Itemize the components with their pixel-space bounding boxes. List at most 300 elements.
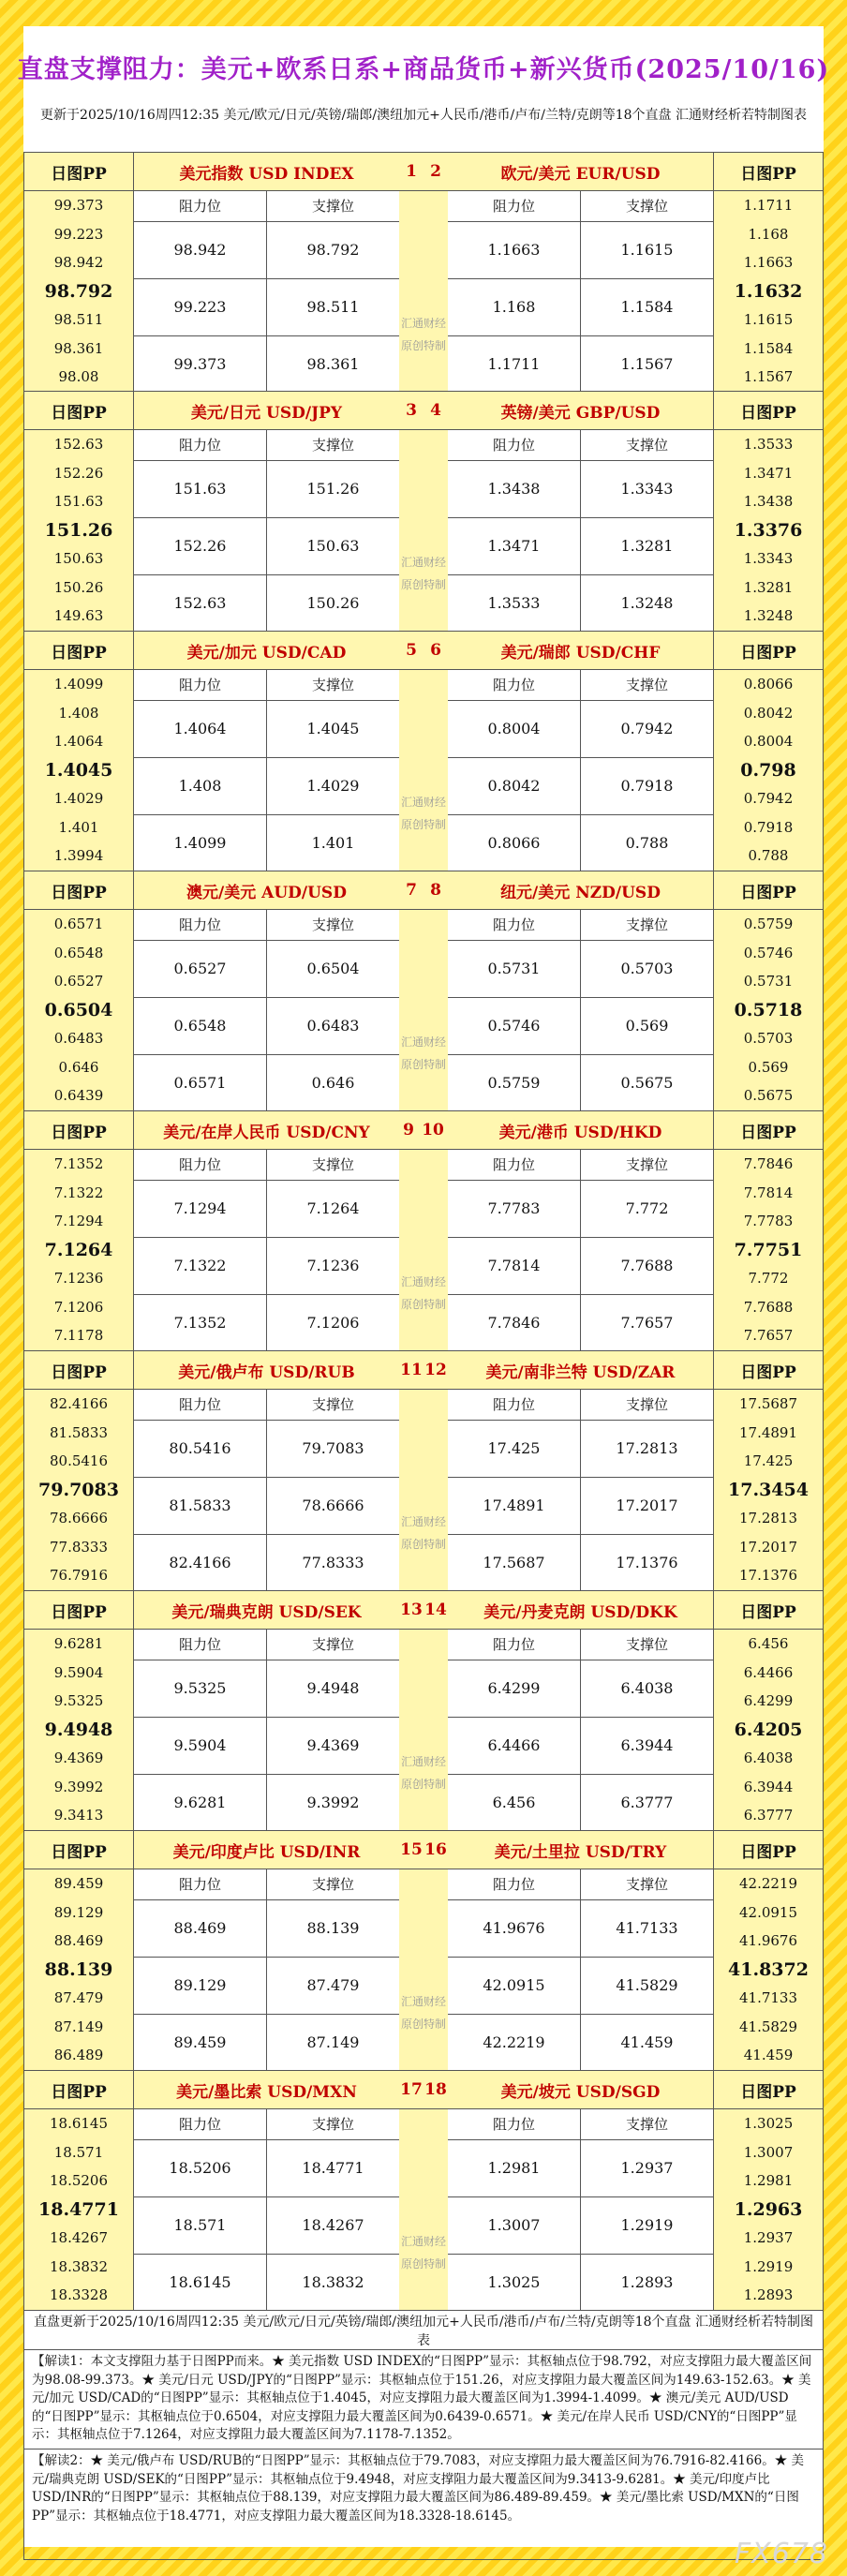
pp-level: 42.0915 [738,1903,798,1921]
pp-column-left [24,392,134,631]
pair-name: 美元/坡元 USD/SGD [448,2071,713,2109]
pp-column-header: 日图PP [714,632,823,670]
support-value: 1.1567 [620,355,674,373]
rs-row [134,1958,399,2015]
pp-level: 9.5904 [53,1663,104,1681]
pp-level: 9.3413 [53,1807,104,1824]
rs-header [134,191,399,222]
rs-header [448,430,713,461]
resistance-value: 81.5833 [134,1478,267,1534]
support-value: 0.6483 [306,1017,360,1035]
rs-header [134,910,399,941]
resistance-header: 阻力位 [448,1869,581,1899]
pair-name: 美元/瑞郎 USD/CHF [448,632,713,670]
support-value: 7.1264 [306,1199,360,1217]
resistance-value: 0.5731 [448,941,581,997]
left-index: 9 [403,1121,414,1139]
resistance-value: 82.4166 [134,1535,267,1591]
bottom-update-info: 直盘更新于2025/10/16周四12:35 美元/欧元/日元/英镑/瑞郎/澳纽加元+人民币/港币/卢布/兰特/克朗等18个直盘 汇通财经析若特制图表 [23,2311,824,2350]
rs-row [448,2140,713,2197]
pair-table-right [448,1591,713,1831]
pp-column-header: 日图PP [714,153,823,191]
pp-level: 1.3343 [743,550,794,567]
rs-header [448,910,713,941]
pivot-value: 6.4205 [734,1719,803,1740]
pp-level: 7.1236 [53,1270,104,1287]
resistance-header: 阻力位 [448,1390,581,1420]
rs-row [448,336,713,393]
rs-header [134,670,399,701]
resistance-value: 0.6527 [134,941,267,997]
rs-row [134,575,399,632]
section-numbers [399,153,448,391]
resistance-value: 1.168 [448,279,581,335]
pp-level: 41.5829 [738,2018,798,2035]
pair-table-right [448,1111,713,1351]
pair-section [23,1111,824,1351]
rs-row [134,222,399,279]
support-value: 1.1584 [620,298,674,316]
support-value: 17.1376 [616,1554,678,1571]
pp-level: 82.4166 [49,1395,109,1412]
support-value: 7.772 [625,1199,669,1217]
resistance-value: 0.5746 [448,998,581,1054]
watermark-text [399,1990,448,2035]
pp-level: 0.7942 [743,790,794,807]
pp-level: 1.1615 [743,311,794,328]
resistance-header: 阻力位 [134,670,267,700]
pivot-value: 1.4045 [44,759,113,781]
support-value: 1.4029 [306,777,360,795]
support-header: 支撑位 [311,198,354,215]
support-value: 7.1206 [306,1314,360,1332]
pp-column-left [24,1111,134,1350]
support-value: 1.401 [311,834,355,852]
rs-row [448,1295,713,1351]
resistance-header: 阻力位 [134,430,267,460]
left-index: 17 [400,2080,423,2099]
pp-level: 1.4029 [53,790,104,807]
pp-level: 1.3248 [743,607,794,624]
pp-level: 6.4038 [743,1750,794,1766]
support-header: 支撑位 [311,677,354,693]
rs-row [134,2255,399,2311]
support-value: 7.7657 [620,1314,674,1332]
pp-column-left [24,2071,134,2310]
resistance-value: 89.129 [134,1958,267,2014]
pp-level: 17.1376 [738,1567,798,1584]
resistance-header: 阻力位 [134,1869,267,1899]
pp-level: 6.3777 [743,1807,794,1824]
pair-name: 纽元/美元 NZD/USD [448,871,713,910]
pair-name: 英镑/美元 GBP/USD [448,392,713,430]
pair-name: 美元/墨比索 USD/MXN [134,2071,399,2109]
pair-index [399,2071,448,2109]
support-value: 18.4267 [302,2216,364,2234]
pivot-value: 7.7751 [734,1239,803,1260]
support-value: 1.2893 [620,2273,674,2291]
pp-level: 7.7657 [743,1327,794,1344]
resistance-value: 152.26 [134,518,267,574]
resistance-value: 6.4466 [448,1718,581,1774]
pp-level: 0.6548 [53,944,104,961]
watermark-line: 原创特制 [400,339,446,352]
pp-level: 1.4064 [53,733,104,750]
pp-level: 87.149 [53,2018,104,2035]
rs-row [448,815,713,871]
pp-column-left [24,871,134,1110]
pp-level: 80.5416 [49,1452,109,1469]
support-header: 支撑位 [311,1156,354,1173]
support-header: 支撑位 [625,1396,668,1413]
section-numbers [399,1831,448,2070]
rs-row [448,461,713,518]
rs-header [448,670,713,701]
pp-level: 9.6281 [53,1635,104,1652]
resistance-header: 阻力位 [448,1630,581,1660]
pp-level: 0.6439 [53,1087,104,1104]
rs-row [134,2197,399,2255]
rs-header [448,1150,713,1181]
pp-level: 0.7918 [743,818,794,836]
pp-column-header: 日图PP [24,1831,133,1869]
pp-level: 41.459 [743,2047,794,2063]
rs-row [134,336,399,393]
pair-name: 美元/俄卢布 USD/RUB [134,1351,399,1390]
left-index: 13 [400,1601,423,1619]
resistance-value: 1.1711 [448,336,581,393]
pp-level: 81.5833 [49,1423,109,1441]
support-value: 87.479 [306,1976,360,1994]
section-numbers [399,1591,448,1830]
resistance-header: 阻力位 [134,1150,267,1180]
rs-header [134,1150,399,1181]
section-numbers [399,2071,448,2310]
resistance-header: 阻力位 [134,1630,267,1660]
resistance-value: 6.456 [448,1775,581,1831]
pp-level: 1.1663 [743,254,794,271]
pair-name: 美元/南非兰特 USD/ZAR [448,1351,713,1390]
rs-header [448,1390,713,1421]
support-value: 41.459 [620,2033,674,2051]
pair-section [23,1831,824,2071]
rs-row [134,815,399,871]
pp-level: 1.4099 [53,676,104,692]
resistance-value: 1.2981 [448,2140,581,2196]
pp-level: 17.5687 [738,1395,798,1412]
support-value: 9.4948 [306,1679,360,1697]
pair-name: 美元/印度卢比 USD/INR [134,1831,399,1869]
rs-row [448,2015,713,2071]
rs-header [448,2109,713,2140]
watermark-line: 原创特制 [400,1298,446,1311]
support-header: 支撑位 [625,1156,668,1173]
resistance-value: 0.8004 [448,701,581,757]
resistance-value: 17.5687 [448,1535,581,1591]
pp-level: 1.2937 [743,2229,794,2246]
watermark-text [399,1511,448,1556]
rs-row [134,1478,399,1535]
pair-section [23,392,824,632]
watermark-text [399,1031,448,1076]
watermark-line: 汇通财经 [400,1035,446,1049]
pp-column-right [713,1831,823,2070]
pp-level: 0.5703 [743,1030,794,1047]
resistance-value: 17.425 [448,1421,581,1477]
section-numbers [399,392,448,631]
pair-name: 欧元/美元 EUR/USD [448,153,713,191]
support-value: 98.792 [306,241,360,259]
rs-row [134,1535,399,1591]
pp-level: 7.7688 [743,1298,794,1316]
resistance-value: 89.459 [134,2015,267,2071]
rs-header [448,1630,713,1660]
right-index: 8 [430,881,441,900]
watermark-line: 汇通财经 [400,796,446,809]
pivot-value: 9.4948 [44,1719,113,1740]
pp-level: 17.2017 [738,1538,798,1556]
pair-table-left [134,2071,399,2311]
right-index: 14 [424,1601,447,1619]
resistance-value: 1.1663 [448,222,581,278]
resistance-value: 88.469 [134,1900,267,1957]
resistance-value: 1.3533 [448,575,581,632]
rs-row [448,758,713,815]
pp-level: 7.772 [748,1270,789,1287]
pair-name: 美元指数 USD INDEX [134,153,399,191]
watermark-line: 原创特制 [400,1538,446,1551]
support-value: 0.5675 [620,1074,674,1092]
resistance-value: 18.6145 [134,2255,267,2311]
pp-column-left [24,153,134,391]
rs-row [448,1055,713,1111]
resistance-value: 1.408 [134,758,267,814]
rs-row [448,1775,713,1831]
pair-index [399,1831,448,1869]
resistance-value: 99.223 [134,279,267,335]
resistance-value: 99.373 [134,336,267,393]
support-value: 6.4038 [620,1679,674,1697]
resistance-value: 18.5206 [134,2140,267,2196]
pp-level: 18.5206 [49,2172,109,2189]
pp-column-left [24,632,134,871]
pair-index [399,1591,448,1630]
resistance-value: 0.8066 [448,815,581,871]
support-value: 88.139 [306,1919,360,1937]
pivot-value: 18.4771 [38,2198,119,2220]
pp-column-header: 日图PP [714,2071,823,2109]
pair-index [399,1111,448,1150]
pp-level: 152.63 [53,436,104,453]
pp-level: 1.2919 [743,2257,794,2275]
pivot-value: 1.2963 [734,2198,803,2220]
watermark-line: 原创特制 [400,818,446,831]
pp-level: 9.5325 [53,1692,104,1709]
pp-level: 78.6666 [49,1510,109,1526]
resistance-value: 7.1294 [134,1181,267,1237]
resistance-value: 7.1352 [134,1295,267,1351]
support-header: 支撑位 [625,916,668,933]
rs-row [134,1181,399,1238]
right-index: 10 [422,1121,444,1139]
pivot-value: 0.6504 [44,999,113,1020]
support-value: 87.149 [306,2033,360,2051]
support-header: 支撑位 [311,437,354,454]
pp-column-header: 日图PP [714,1111,823,1150]
resistance-value: 0.6571 [134,1055,267,1111]
watermark-line: 原创特制 [400,578,446,591]
support-value: 0.7918 [620,777,674,795]
support-value: 18.4771 [302,2159,364,2177]
support-value: 0.5703 [620,960,674,977]
rs-row [134,461,399,518]
resistance-header: 阻力位 [448,2109,581,2139]
pp-level: 98.511 [53,311,104,328]
resistance-value: 0.8042 [448,758,581,814]
pp-level: 9.3992 [53,1778,104,1795]
rs-row [448,1718,713,1775]
rs-row [448,279,713,336]
rs-row [134,518,399,575]
support-value: 1.2919 [620,2216,674,2234]
pair-index [399,153,448,191]
pp-level: 0.8066 [743,676,794,692]
pp-level: 76.7916 [49,1567,109,1584]
rs-row [448,1660,713,1718]
rs-row [448,2197,713,2255]
left-index: 7 [406,881,417,900]
support-header: 支撑位 [311,916,354,933]
pair-section [23,1351,824,1591]
support-value: 150.63 [306,537,360,555]
resistance-value: 80.5416 [134,1421,267,1477]
pair-table-right [448,2071,713,2311]
pair-table-left [134,1831,399,2071]
resistance-value: 42.2219 [448,2015,581,2071]
section-numbers [399,632,448,871]
watermark-text [399,312,448,357]
pp-level: 18.4267 [49,2229,109,2246]
pp-level: 6.4466 [743,1663,794,1681]
rs-row [448,1238,713,1295]
right-index: 6 [430,641,441,660]
resistance-header: 阻力位 [134,910,267,940]
section-numbers [399,1351,448,1590]
rs-row [134,998,399,1055]
watermark-line: 汇通财经 [400,2235,446,2248]
support-value: 0.646 [311,1074,355,1092]
pp-column-header: 日图PP [24,632,133,670]
pp-level: 7.1206 [53,1298,104,1316]
pp-level: 152.26 [53,464,104,482]
pp-level: 99.223 [53,225,104,243]
pp-level: 0.6527 [53,973,104,990]
watermark-text [399,551,448,596]
support-header: 支撑位 [625,437,668,454]
pp-level: 9.4369 [53,1750,104,1766]
pair-section [23,152,824,392]
watermark-text [399,791,448,836]
rs-row [448,1900,713,1958]
pp-level: 150.63 [53,550,104,567]
pp-level: 1.401 [58,818,99,836]
support-header: 支撑位 [625,2116,668,2133]
pp-level: 1.408 [58,704,99,722]
right-index: 2 [430,162,441,181]
pp-level: 7.7846 [743,1155,794,1172]
report-frame [17,26,830,2547]
pp-level: 1.3438 [743,493,794,510]
support-value: 9.3992 [306,1794,360,1811]
rs-row [448,701,713,758]
right-index: 12 [424,1361,447,1379]
resistance-value: 7.7846 [448,1295,581,1351]
pivot-value: 41.8372 [728,1958,809,1980]
rs-row [448,1478,713,1535]
pp-column-header: 日图PP [24,392,133,430]
resistance-value: 7.1322 [134,1238,267,1294]
pp-level: 0.5746 [743,944,794,961]
pp-level: 7.1352 [53,1155,104,1172]
resistance-value: 1.4099 [134,815,267,871]
support-value: 6.3944 [620,1736,674,1754]
pp-column-header: 日图PP [714,1351,823,1390]
support-value: 77.8333 [302,1554,364,1571]
left-index: 5 [406,641,417,660]
pp-level: 18.571 [53,2143,104,2161]
rs-row [448,1958,713,2015]
resistance-value: 17.4891 [448,1478,581,1534]
resistance-value: 1.3438 [448,461,581,517]
pp-column-right [713,1591,823,1830]
resistance-header: 阻力位 [134,191,267,221]
pair-table-right [448,1351,713,1591]
resistance-header: 阻力位 [448,191,581,221]
pp-level: 0.6483 [53,1030,104,1047]
rs-row [448,1421,713,1478]
support-header: 支撑位 [311,2116,354,2133]
pp-level: 1.1584 [743,339,794,357]
rs-header [134,1630,399,1660]
pp-level: 1.3994 [53,847,104,864]
pair-table-left [134,1351,399,1591]
rs-row [134,2015,399,2071]
support-value: 78.6666 [302,1496,364,1514]
support-header: 支撑位 [311,1396,354,1413]
pp-level: 41.9676 [738,1932,798,1949]
pp-column-right [713,1111,823,1350]
rs-header [134,430,399,461]
rs-row [134,1660,399,1718]
rs-row [448,518,713,575]
pp-column-right [713,2071,823,2310]
pair-table-right [448,153,713,393]
pp-level: 17.2813 [738,1510,798,1526]
resistance-value: 9.5904 [134,1718,267,1774]
support-value: 150.26 [306,594,360,612]
pp-level: 0.5675 [743,1087,794,1104]
resistance-value: 9.5325 [134,1660,267,1717]
pp-column-right [713,1351,823,1590]
pivot-value: 88.139 [44,1958,113,1980]
resistance-value: 0.6548 [134,998,267,1054]
pp-level: 87.479 [53,1989,104,2006]
pair-index [399,871,448,910]
left-index: 11 [400,1361,423,1379]
watermark-text [399,2230,448,2275]
pp-level: 1.1711 [743,197,794,214]
right-index: 18 [424,2080,447,2099]
